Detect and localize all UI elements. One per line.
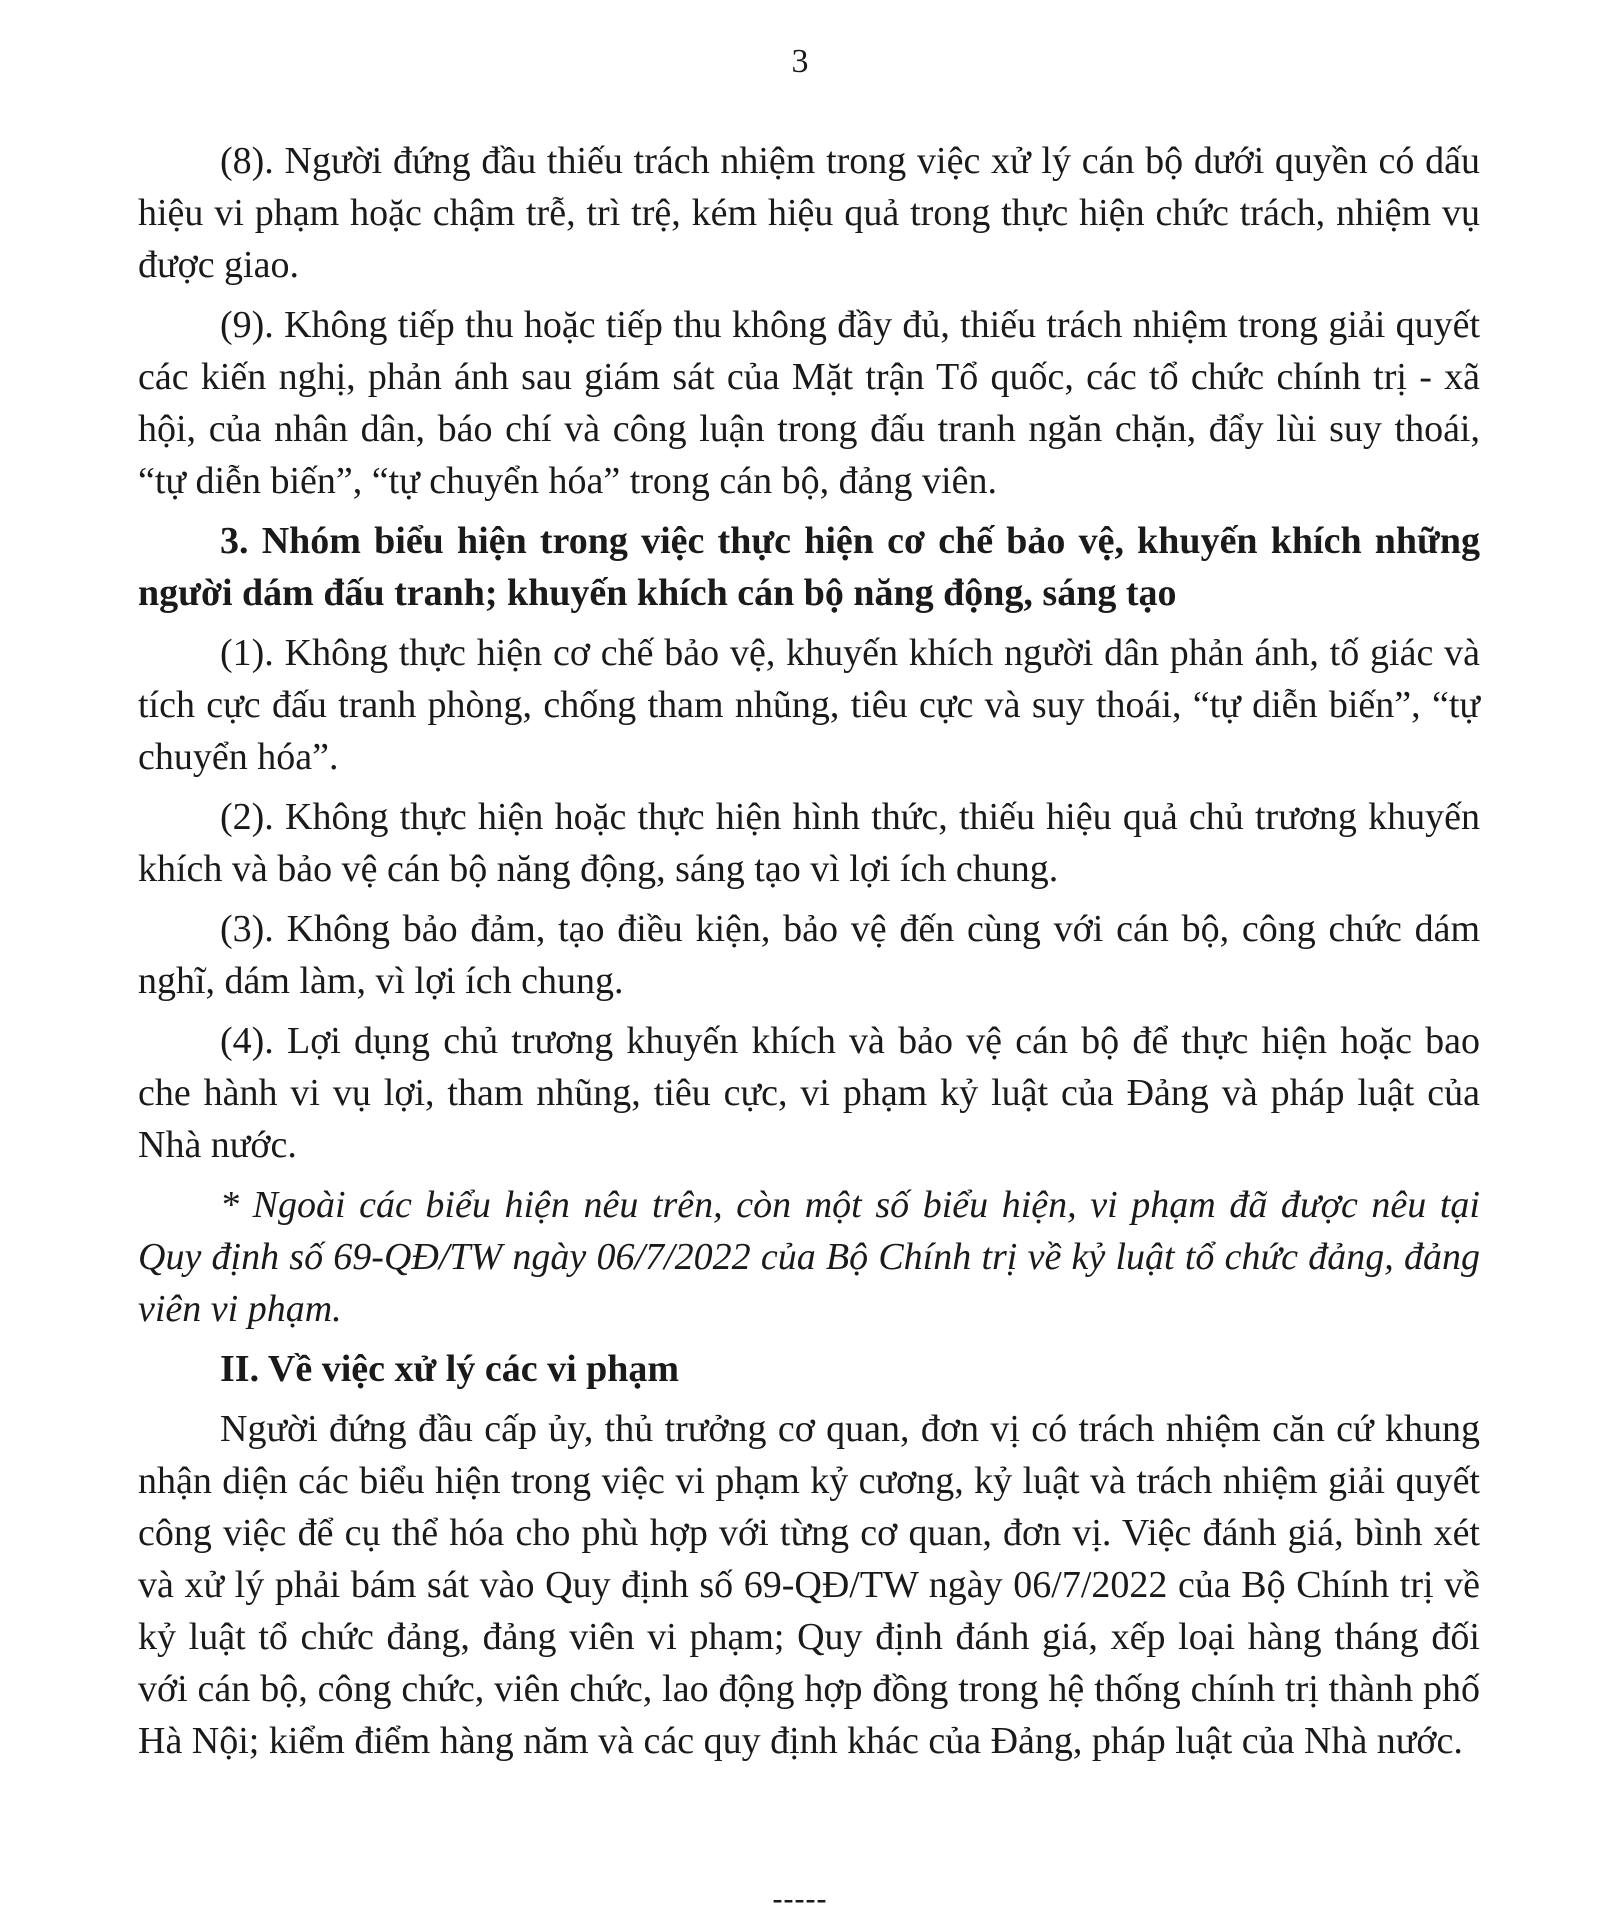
part-2-body: Người đứng đầu cấp ủy, thủ trưởng cơ quan, đơn vị có trách nhiệm căn cứ khung nhận diện các biểu hiện trong việc vi phạm kỷ cương, kỷ luật và trách nhiệm giải quyết công việc để cụ thể hóa cho phù hợp với từng cơ quan, đơn vị. Việc đánh giá, bình xét và xử lý phải bám sát vào Quy định số 69-QĐ/TW ngày 06/7/2022 của Bộ Chính trị về kỷ luật tổ chức đảng, đảng viên vi phạm; Quy định đánh giá, xếp loại hàng tháng đối với cán bộ, công chức, viên chức, lao động hợp đồng trong hệ thống chính trị thành phố Hà Nội; kiểm điểm hàng năm và các quy định khác của Đảng, pháp luật của Nhà nước. bbox=[138, 1408, 1480, 1762]
section-3-item-2: (2). Không thực hiện hoặc thực hiện hình thức, thiếu hiệu quả chủ trương khuyến khích và bảo vệ cán bộ năng động, sáng tạo vì lợi ích chung. bbox=[138, 796, 1480, 890]
section-3-item-3: (3). Không bảo đảm, tạo điều kiện, bảo vệ đến cùng với cán bộ, công chức dám nghĩ, dám làm, vì lợi ích chung. bbox=[138, 908, 1480, 1002]
end-mark: ----- bbox=[772, 1882, 828, 1915]
item-9-paragraph: (9). Không tiếp thu hoặc tiếp thu không đầy đủ, thiếu trách nhiệm trong giải quyết các kiến nghị, phản ánh sau giám sát của Mặt trận Tổ quốc, các tổ chức chính trị - xã hội, của nhân dân, báo chí và công luận trong đấu tranh ngăn chặn, đẩy lùi suy thoái, “tự diễn biến”, “tự chuyển hóa” trong cán bộ, đảng viên. bbox=[138, 304, 1480, 502]
page-number: 3 bbox=[791, 43, 809, 80]
item-8-paragraph: (8). Người đứng đầu thiếu trách nhiệm trong việc xử lý cán bộ dưới quyền có dấu hiệu vi phạm hoặc chậm trễ, trì trệ, kém hiệu quả trong thực hiện chức trách, nhiệm vụ được giao. bbox=[138, 140, 1480, 286]
document-body bbox=[138, 135, 1480, 1775]
section-3-item-4: (4). Lợi dụng chủ trương khuyến khích và bảo vệ cán bộ để thực hiện hoặc bao che hành vi vụ lợi, tham nhũng, tiêu cực, vi phạm kỷ luật của Đảng và pháp luật của Nhà nước. bbox=[138, 1020, 1480, 1166]
part-2-heading: II. Về việc xử lý các vi phạm bbox=[220, 1348, 680, 1390]
italic-note: * Ngoài các biểu hiện nêu trên, còn một số biểu hiện, vi phạm đã được nêu tại Quy định số 69-QĐ/TW ngày 06/7/2022 của Bộ Chính trị về kỷ luật tổ chức đảng, đảng viên vi phạm. bbox=[138, 1184, 1480, 1330]
section-3-item-1: (1). Không thực hiện cơ chế bảo vệ, khuyến khích người dân phản ánh, tố giác và tích cực đấu tranh phòng, chống tham nhũng, tiêu cực và suy thoái, “tự diễn biến”, “tự chuyển hóa”. bbox=[138, 632, 1480, 778]
section-3-heading: 3. Nhóm biểu hiện trong việc thực hiện cơ chế bảo vệ, khuyến khích những người dám đấu tranh; khuyến khích cán bộ năng động, sáng tạo bbox=[138, 520, 1480, 614]
